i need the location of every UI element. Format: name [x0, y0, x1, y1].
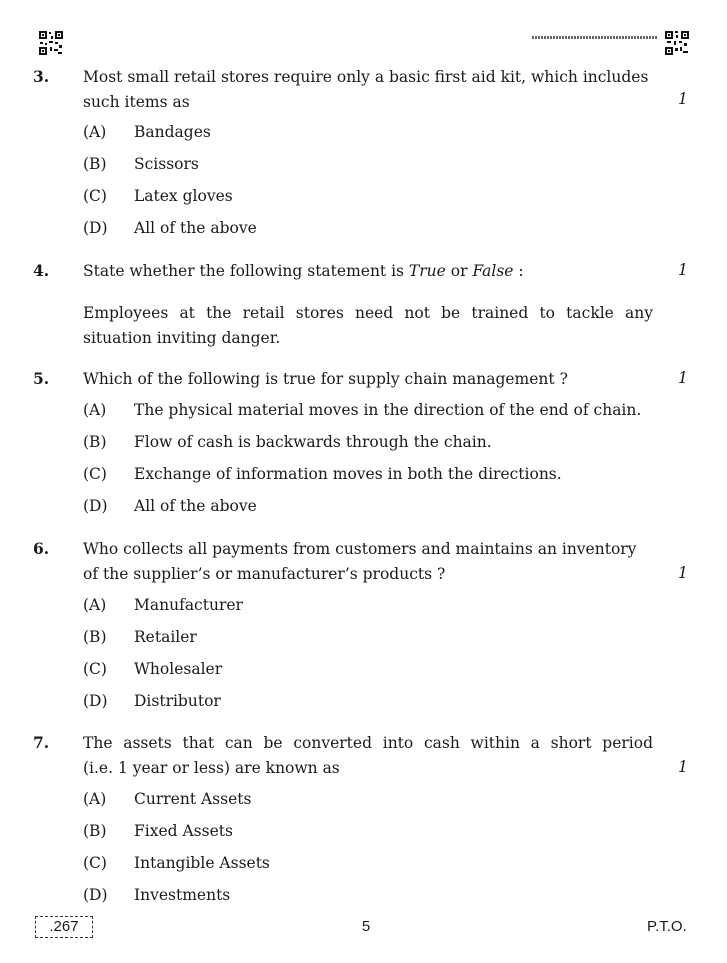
option-text: Retailer [134, 628, 197, 646]
false-word: False [472, 262, 514, 280]
true-word: True [408, 262, 446, 280]
option-text: All of the above [134, 497, 257, 515]
marks: 1 [678, 758, 688, 776]
option-label: (B) [83, 628, 107, 646]
option-label: (A) [83, 596, 107, 614]
question-text [83, 259, 653, 284]
option-text: Distributor [134, 692, 221, 710]
option-label: (C) [83, 854, 107, 872]
question-number: 3. [33, 67, 50, 86]
question-text-part: State whether the following statement is [83, 262, 409, 280]
statement-text: Employees at the retail stores need not be trained to tackle any situation inviting danger. [83, 304, 653, 347]
option-label: (A) [83, 401, 107, 419]
option-label: (C) [83, 187, 107, 205]
question-text: Who collects all payments from customers and maintains an inventory of the supplier’s or manufacturer’s products ? [83, 540, 637, 583]
option-text: Manufacturer [134, 596, 243, 614]
question-number: 5. [33, 369, 50, 388]
question-text: Most small retail stores require only a basic first aid kit, which includes such items as [83, 68, 649, 111]
question-number: 6. [33, 539, 50, 558]
option-text: Investments [134, 886, 231, 904]
option-label: (D) [83, 497, 108, 515]
pto-label: P.T.O. [647, 918, 687, 935]
option-text: The physical material moves in the direction of the end of chain. [134, 401, 642, 419]
question-number: 7. [33, 733, 50, 752]
marks: 1 [678, 564, 688, 582]
marks: 1 [678, 90, 688, 108]
option-label: (D) [83, 219, 108, 237]
option-label: (B) [83, 822, 107, 840]
page-number: 5 [361, 918, 371, 935]
option-label: (C) [83, 660, 107, 678]
option-label: (C) [83, 465, 107, 483]
option-text: Bandages [134, 123, 211, 141]
option-text: Fixed Assets [134, 822, 233, 840]
qr-code-icon [38, 30, 64, 56]
option-text: Latex gloves [134, 187, 233, 205]
question-text-part: or [445, 262, 473, 280]
option-text: Flow of cash is backwards through the chain. [134, 433, 492, 451]
paper-code: .267 [35, 916, 93, 938]
question-number: 4. [33, 261, 50, 280]
question-text-part: : [513, 262, 524, 280]
option-label: (D) [83, 886, 108, 904]
barcode-strip [532, 36, 658, 39]
option-label: (A) [83, 790, 107, 808]
option-label: (D) [83, 692, 108, 710]
marks: 1 [678, 261, 688, 279]
option-text: All of the above [134, 219, 257, 237]
option-label: (A) [83, 123, 107, 141]
option-label: (B) [83, 155, 107, 173]
question-text: Which of the following is true for supply chain management ? [83, 370, 568, 388]
question-text-line-1: The assets that can be converted into cash within a short period [83, 734, 653, 752]
qr-code-icon [664, 30, 690, 56]
option-label: (B) [83, 433, 107, 451]
option-text: Intangible Assets [134, 854, 270, 872]
option-text: Exchange of information moves in both the directions. [134, 465, 562, 483]
option-text: Wholesaler [134, 660, 223, 678]
question-text-line-2: (i.e. 1 year or less) are known as [83, 759, 340, 777]
option-text: Scissors [134, 155, 199, 173]
marks: 1 [678, 369, 688, 387]
option-text: Current Assets [134, 790, 252, 808]
